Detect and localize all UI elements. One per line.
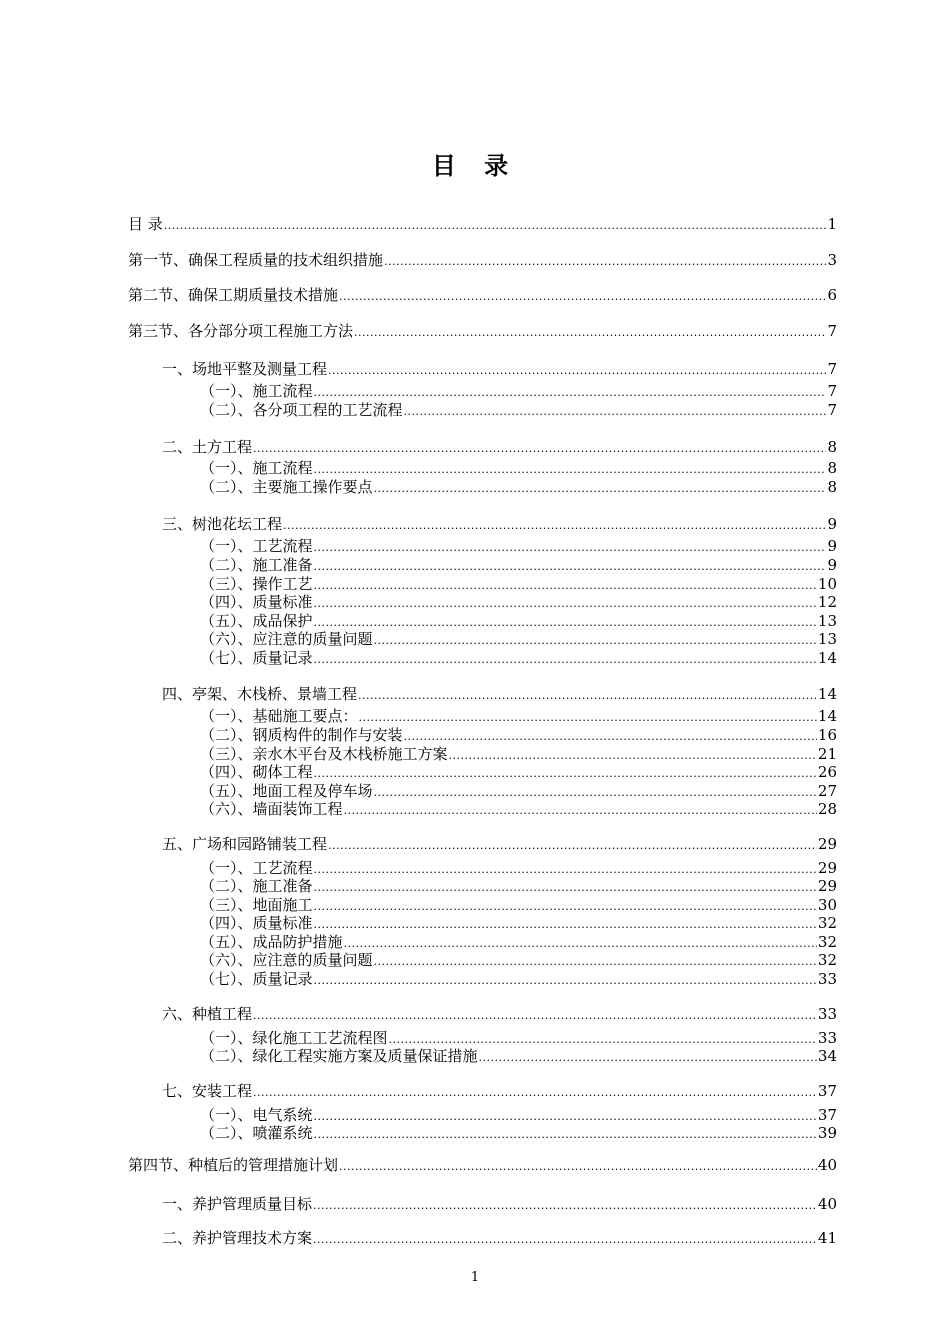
toc-dot-leader bbox=[253, 1084, 817, 1102]
toc-entry-page: 8 bbox=[827, 478, 837, 496]
page-title: 目 录 bbox=[431, 152, 519, 180]
toc-entry-label: （五）、成品保护 bbox=[200, 612, 313, 630]
toc-entry-page: 26 bbox=[817, 763, 837, 781]
toc-entry-page: 6 bbox=[827, 286, 837, 304]
toc-entry[interactable] bbox=[200, 951, 837, 971]
toc-dot-leader bbox=[314, 384, 827, 402]
toc-dot-leader bbox=[479, 1049, 817, 1067]
toc-entry-label: 七、安装工程 bbox=[162, 1082, 253, 1100]
toc-entry-label: （一）、绿化施工工艺流程图 bbox=[200, 1029, 388, 1047]
toc-entry-label: 二、养护管理技术方案 bbox=[162, 1229, 313, 1247]
toc-dot-leader bbox=[313, 1197, 817, 1215]
toc-dot-leader bbox=[314, 558, 827, 576]
toc-entry-label: （七）、质量记录 bbox=[200, 970, 313, 988]
toc-entry-label: （一）、基础施工要点： bbox=[200, 707, 358, 725]
toc-entry[interactable] bbox=[162, 515, 837, 535]
toc-entry-label: 第一节、确保工程质量的技术组织措施 bbox=[128, 251, 384, 269]
toc-entry-label: （一）、电气系统 bbox=[200, 1106, 313, 1124]
toc-entry[interactable] bbox=[200, 1047, 837, 1067]
toc-entry-page: 27 bbox=[817, 782, 837, 800]
toc-entry-label: 二、土方工程 bbox=[162, 438, 253, 456]
toc-entry-label: （六）、应注意的质量问题 bbox=[200, 951, 373, 969]
toc-dot-leader bbox=[164, 217, 827, 235]
toc-dot-leader bbox=[253, 440, 826, 458]
toc-entry-label: （二）、钢质构件的制作与安装 bbox=[200, 726, 403, 744]
toc-dot-leader bbox=[314, 972, 817, 990]
toc-entry-page: 37 bbox=[817, 1106, 837, 1124]
toc-entry-page: 13 bbox=[817, 612, 837, 630]
toc-entry-label: 三、树池花坛工程 bbox=[162, 515, 283, 533]
toc-entry-label: （二）、施工准备 bbox=[200, 556, 313, 574]
toc-entry-page: 34 bbox=[817, 1047, 837, 1065]
toc-entry[interactable] bbox=[200, 800, 837, 820]
toc-entry-page: 9 bbox=[827, 515, 837, 533]
toc-entry-page: 32 bbox=[817, 951, 837, 969]
toc-dot-leader bbox=[314, 916, 817, 934]
toc-entry-page: 7 bbox=[827, 322, 837, 340]
toc-dot-leader bbox=[404, 403, 827, 421]
toc-entry[interactable] bbox=[200, 707, 837, 727]
toc-entry-page: 32 bbox=[817, 914, 837, 932]
toc-dot-leader bbox=[384, 253, 826, 271]
toc-dot-leader bbox=[314, 879, 817, 897]
toc-entry-label: （一）、工艺流程 bbox=[200, 537, 313, 555]
toc-entry-label: （六）、墙面装饰工程 bbox=[200, 800, 343, 818]
toc-entry-page: 40 bbox=[817, 1156, 837, 1174]
toc-dot-leader bbox=[344, 802, 817, 820]
toc-entry-label: （五）、成品防护措施 bbox=[200, 933, 343, 951]
toc-dot-leader bbox=[354, 324, 826, 342]
toc-entry[interactable] bbox=[128, 322, 837, 342]
toc-dot-leader bbox=[314, 595, 817, 613]
toc-entry-page: 14 bbox=[817, 707, 837, 725]
toc-entry-page: 28 bbox=[817, 800, 837, 818]
toc-entry-page: 9 bbox=[827, 556, 837, 574]
toc-entry-page: 29 bbox=[817, 877, 837, 895]
toc-entry-label: （一）、工艺流程 bbox=[200, 859, 313, 877]
toc-entry-label: 四、亭架、木栈桥、景墙工程 bbox=[162, 685, 358, 703]
toc-entry-label: （三）、亲水木平台及木栈桥施工方案 bbox=[200, 745, 448, 763]
toc-entry-label: 目 录 bbox=[128, 215, 163, 233]
toc-entry-page: 30 bbox=[817, 896, 837, 914]
toc-entry[interactable] bbox=[128, 1156, 837, 1176]
page-number: 1 bbox=[470, 1270, 480, 1285]
toc-dot-leader bbox=[328, 837, 817, 855]
toc-entry[interactable] bbox=[200, 593, 837, 613]
toc-entry-page: 33 bbox=[817, 970, 837, 988]
toc-entry[interactable] bbox=[200, 914, 837, 934]
toc-entry[interactable] bbox=[200, 478, 837, 498]
toc-entry-label: 五、广场和园路铺装工程 bbox=[162, 835, 328, 853]
toc-entry-page: 10 bbox=[817, 575, 837, 593]
toc-entry-page: 40 bbox=[817, 1195, 837, 1213]
toc-entry-label: （四）、质量标准 bbox=[200, 914, 313, 932]
toc-entry[interactable] bbox=[200, 612, 837, 632]
toc-dot-leader bbox=[374, 480, 827, 498]
toc-dot-leader bbox=[314, 651, 817, 669]
toc-entry[interactable] bbox=[162, 685, 837, 705]
toc-entry-page: 7 bbox=[827, 401, 837, 419]
toc-entry[interactable] bbox=[200, 556, 837, 576]
toc-entry[interactable] bbox=[200, 630, 837, 650]
toc-entry[interactable] bbox=[200, 382, 837, 402]
toc-entry-label: （三）、地面施工 bbox=[200, 896, 313, 914]
toc-dot-leader bbox=[313, 1231, 817, 1249]
toc-dot-leader bbox=[314, 461, 827, 479]
toc-entry-page: 14 bbox=[817, 649, 837, 667]
toc-dot-leader bbox=[253, 1007, 817, 1025]
toc-entry-page: 37 bbox=[817, 1082, 837, 1100]
toc-entry[interactable] bbox=[200, 933, 837, 953]
toc-entry-label: （二）、主要施工操作要点 bbox=[200, 478, 373, 496]
toc-dot-leader bbox=[374, 632, 817, 650]
toc-dot-leader bbox=[339, 1158, 817, 1176]
toc-entry-page: 39 bbox=[817, 1124, 837, 1142]
toc-entry-page: 32 bbox=[817, 933, 837, 951]
toc-entry[interactable] bbox=[200, 459, 837, 479]
toc-entry-page: 41 bbox=[817, 1229, 837, 1247]
toc-entry[interactable] bbox=[200, 1029, 837, 1049]
toc-dot-leader bbox=[374, 953, 817, 971]
toc-dot-leader bbox=[314, 539, 827, 557]
toc-entry-label: 第三节、各分部分项工程施工方法 bbox=[128, 322, 354, 340]
toc-entry-page: 8 bbox=[827, 459, 837, 477]
toc-entry-label: （六）、应注意的质量问题 bbox=[200, 630, 373, 648]
toc-entry-label: （二）、喷灌系统 bbox=[200, 1124, 313, 1142]
toc-entry-label: 一、场地平整及测量工程 bbox=[162, 360, 328, 378]
toc-entry-page: 33 bbox=[817, 1005, 837, 1023]
toc-entry[interactable] bbox=[162, 835, 837, 855]
toc-entry[interactable] bbox=[200, 763, 837, 783]
toc-entry-label: （四）、质量标准 bbox=[200, 593, 313, 611]
toc-entry[interactable] bbox=[200, 782, 837, 802]
toc-entry-label: （二）、施工准备 bbox=[200, 877, 313, 895]
toc-entry-page: 12 bbox=[817, 593, 837, 611]
toc-entry[interactable] bbox=[200, 877, 837, 897]
toc-dot-leader bbox=[314, 765, 817, 783]
toc-entry-label: （七）、质量记录 bbox=[200, 649, 313, 667]
toc-entry-label: （二）、各分项工程的工艺流程 bbox=[200, 401, 403, 419]
toc-entry[interactable] bbox=[162, 360, 837, 380]
toc-entry-page: 3 bbox=[827, 251, 837, 269]
toc-entry[interactable] bbox=[162, 1195, 837, 1215]
toc-entry[interactable] bbox=[200, 537, 837, 557]
toc-entry-label: （三）、操作工艺 bbox=[200, 575, 313, 593]
toc-entry[interactable] bbox=[200, 401, 837, 421]
toc-entry-label: （四）、砌体工程 bbox=[200, 763, 313, 781]
toc-entry-page: 9 bbox=[827, 537, 837, 555]
toc-dot-leader bbox=[359, 709, 817, 727]
toc-entry[interactable] bbox=[162, 1082, 837, 1102]
toc-entry[interactable] bbox=[200, 649, 837, 669]
toc-entry-label: 一、养护管理质量目标 bbox=[162, 1195, 313, 1213]
toc-entry-page: 29 bbox=[817, 859, 837, 877]
toc-entry[interactable] bbox=[200, 1106, 837, 1126]
toc-dot-leader bbox=[358, 687, 817, 705]
toc-entry[interactable] bbox=[162, 1229, 837, 1249]
toc-entry-page: 21 bbox=[817, 745, 837, 763]
toc-dot-leader bbox=[328, 362, 826, 380]
toc-entry-page: 14 bbox=[817, 685, 837, 703]
toc-entry-page: 7 bbox=[827, 360, 837, 378]
toc-entry-label: （二）、绿化工程实施方案及质量保证措施 bbox=[200, 1047, 478, 1065]
toc-entry[interactable] bbox=[200, 745, 837, 765]
toc-entry[interactable] bbox=[162, 1005, 837, 1025]
toc-entry[interactable] bbox=[162, 438, 837, 458]
toc-entry-page: 1 bbox=[827, 215, 837, 233]
toc-dot-leader bbox=[314, 1126, 817, 1144]
toc-entry-page: 33 bbox=[817, 1029, 837, 1047]
toc-dot-leader bbox=[339, 288, 826, 306]
toc-entry-label: （五）、地面工程及停车场 bbox=[200, 782, 373, 800]
toc-entry-page: 16 bbox=[817, 726, 837, 744]
toc-entry-label: 六、种植工程 bbox=[162, 1005, 253, 1023]
toc-entry[interactable] bbox=[200, 1124, 837, 1144]
toc-entry[interactable] bbox=[128, 286, 837, 306]
toc-entry[interactable] bbox=[128, 251, 837, 271]
toc-entry-page: 13 bbox=[817, 630, 837, 648]
toc-entry-label: 第四节、种植后的管理措施计划 bbox=[128, 1156, 339, 1174]
toc-entry-label: 第二节、确保工期质量技术措施 bbox=[128, 286, 339, 304]
toc-dot-leader bbox=[404, 728, 817, 746]
toc-entry[interactable] bbox=[200, 896, 837, 916]
toc-dot-leader bbox=[283, 517, 826, 535]
toc-entry[interactable] bbox=[200, 726, 837, 746]
toc-entry[interactable] bbox=[200, 970, 837, 990]
toc-entry-page: 29 bbox=[817, 835, 837, 853]
toc-entry[interactable] bbox=[128, 215, 837, 235]
toc-entry-label: （一）、施工流程 bbox=[200, 459, 313, 477]
toc-entry[interactable] bbox=[200, 575, 837, 595]
toc-entry[interactable] bbox=[200, 859, 837, 879]
toc-entry-page: 8 bbox=[827, 438, 837, 456]
toc-entry-label: （一）、施工流程 bbox=[200, 382, 313, 400]
toc-entry-page: 7 bbox=[827, 382, 837, 400]
